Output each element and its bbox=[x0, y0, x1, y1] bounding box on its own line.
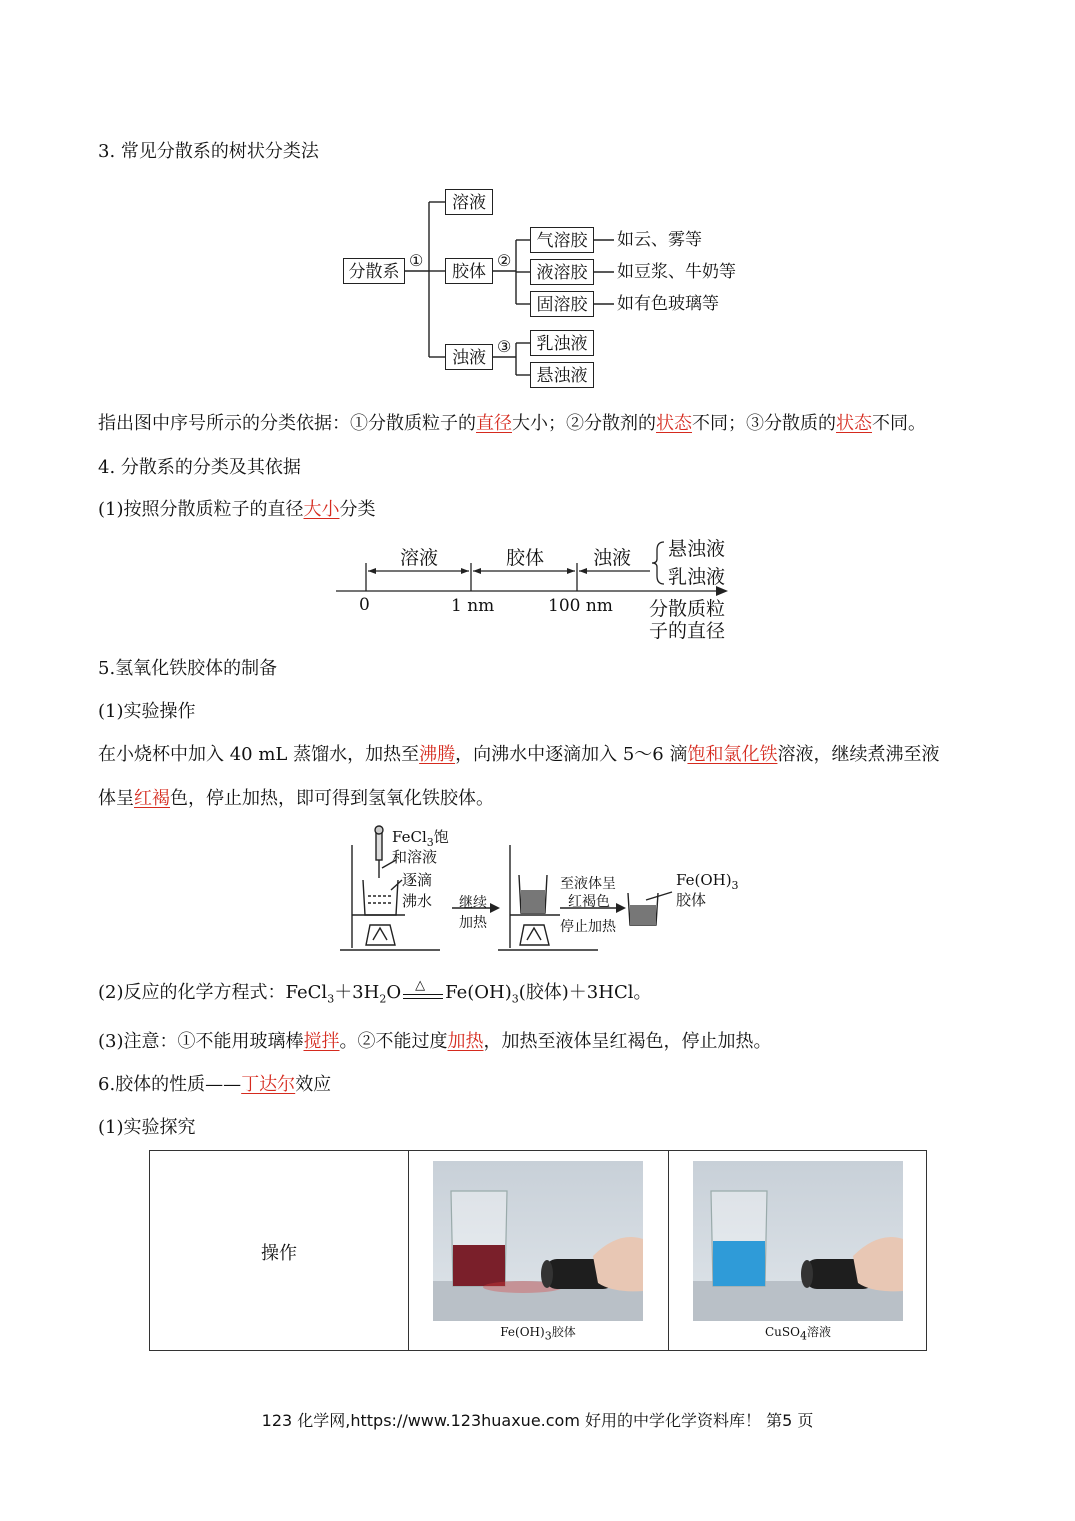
answer-diameter: 直径 bbox=[476, 413, 512, 434]
fig-fecl3-label: FeCl$_3$饱 bbox=[392, 828, 449, 849]
axis-suspension-label: 悬浊液 bbox=[668, 538, 726, 560]
classification-basis: 指出图中序号所示的分类依据：①分散质粒子的直径大小；②分散剂的状态不同；③分散质的状态不同。 bbox=[98, 413, 926, 434]
tree-marker-3: ③ bbox=[497, 337, 512, 356]
operation-text-line2: 体呈红褐色，停止加热，即可得到氢氧化铁胶体。 bbox=[98, 788, 494, 809]
section-4-sub1: (1)按照分散质粒子的直径大小分类 bbox=[98, 499, 376, 520]
answer-stir: 搅拌 bbox=[303, 1031, 340, 1052]
reaction-equation: (2)反应的化学方程式：$FeCl_3+3H_2O$ △ $Fe(OH)_3$(胶体)＋3HCl。 bbox=[98, 978, 652, 1006]
operation-text-line1: 在小烧杯中加入 40 mL 蒸馏水，加热至沸腾，向沸水中逐滴加入 5～6 滴饱和氯化铁溶液，继续煮沸至液 bbox=[98, 744, 940, 765]
precautions: (3)注意：①不能用玻璃棒搅拌。②不能过度加热，加热至液体呈红褐色，停止加热。 bbox=[98, 1031, 772, 1052]
axis-tick-0: 0 bbox=[359, 595, 370, 615]
fig-product-label: $Fe(OH)_3$ bbox=[676, 871, 739, 892]
answer-state-2: 状态 bbox=[836, 413, 872, 434]
section-6-sub1: (1)实验探究 bbox=[98, 1117, 196, 1138]
tree-colloid-box: 胶体 bbox=[445, 258, 493, 284]
fig-continue-label-2: 加热 bbox=[459, 915, 487, 931]
answer-heat: 加热 bbox=[447, 1031, 484, 1052]
section-5-heading: 5.氢氧化铁胶体的制备 bbox=[98, 658, 278, 679]
axis-solution-label: 溶液 bbox=[400, 547, 439, 569]
fig-stop-heating-label: 停止加热 bbox=[560, 919, 616, 935]
cuso4-photo bbox=[693, 1161, 903, 1321]
tree-solution-box: 溶液 bbox=[445, 189, 493, 215]
tree-root-box: 分散系 bbox=[343, 258, 405, 284]
fig-until-label-2: 红褐色 bbox=[568, 894, 610, 910]
answer-saturated-fecl3: 饱和氯化铁 bbox=[687, 744, 778, 765]
fe-colloid-photo bbox=[433, 1161, 643, 1321]
equation-condition: △ bbox=[401, 983, 445, 1003]
table-cell-cuso4-solution bbox=[669, 1151, 928, 1350]
tree-liquid-example: 如豆浆、牛奶等 bbox=[617, 262, 736, 282]
page-footer: 123 化学网,https://www.123huaxue.com 好用的中学化学资料库！ 第5 页 bbox=[261, 1411, 814, 1430]
axis-turbid-label: 浊液 bbox=[593, 547, 632, 569]
fig-continue-label-1: 继续 bbox=[459, 895, 487, 911]
table-row-label-cell bbox=[150, 1151, 409, 1350]
tree-solid-colloid-box: 固溶胶 bbox=[530, 291, 594, 317]
axis-tick-1nm: 1 nm bbox=[451, 596, 495, 616]
axis-emulsion-label: 乳浊液 bbox=[668, 566, 726, 588]
section-3-heading: 3. 常见分散系的树状分类法 bbox=[98, 141, 319, 162]
tree-turbid-box: 浊液 bbox=[445, 344, 493, 370]
section-6-heading: 6.胶体的性质——丁达尔效应 bbox=[98, 1074, 332, 1095]
tree-solid-example: 如有色玻璃等 bbox=[617, 294, 719, 314]
axis-tick-100nm: 100 nm bbox=[548, 596, 613, 616]
tree-emulsion-box: 乳浊液 bbox=[530, 330, 594, 356]
table-row-label: 操作 bbox=[261, 1243, 297, 1263]
fe-colloid-illustration bbox=[433, 1161, 643, 1321]
tree-liquid-colloid-box: 液溶胶 bbox=[530, 259, 594, 285]
answer-red-brown: 红褐 bbox=[134, 788, 170, 809]
fe-colloid-caption: $Fe(OH)_3$胶体 bbox=[500, 1325, 576, 1343]
fig-until-label-1: 至液体呈 bbox=[560, 876, 616, 892]
tree-suspension-box: 悬浊液 bbox=[530, 362, 594, 388]
answer-state-1: 状态 bbox=[656, 413, 692, 434]
fig-sat-solution-label: 和溶液 bbox=[392, 848, 438, 866]
cuso4-caption: CuSO$_4$溶液 bbox=[765, 1325, 831, 1343]
tree-marker-2: ② bbox=[497, 251, 512, 270]
fig-product-label-2: 胶体 bbox=[676, 891, 707, 909]
section-4-heading: 4. 分散系的分类及其依据 bbox=[98, 457, 301, 478]
experiment-table bbox=[149, 1150, 927, 1351]
axis-label-line2: 子的直径 bbox=[649, 620, 726, 642]
fig-boiling-water-label: 沸水 bbox=[402, 892, 433, 910]
section-5-sub1: (1)实验操作 bbox=[98, 701, 196, 722]
answer-size: 大小 bbox=[303, 499, 340, 520]
cuso4-illustration bbox=[693, 1161, 903, 1321]
axis-colloid-label: 胶体 bbox=[506, 547, 545, 569]
answer-tyndall: 丁达尔 bbox=[241, 1074, 296, 1095]
tree-gas-example: 如云、雾等 bbox=[617, 230, 702, 250]
tree-marker-1: ① bbox=[409, 251, 424, 270]
table-cell-fe-colloid bbox=[409, 1151, 669, 1350]
tree-gas-colloid-box: 气溶胶 bbox=[530, 227, 594, 253]
axis-label-line1: 分散质粒 bbox=[649, 598, 726, 620]
answer-boiling: 沸腾 bbox=[419, 744, 456, 765]
fig-dropwise-label: 逐滴 bbox=[402, 871, 433, 889]
